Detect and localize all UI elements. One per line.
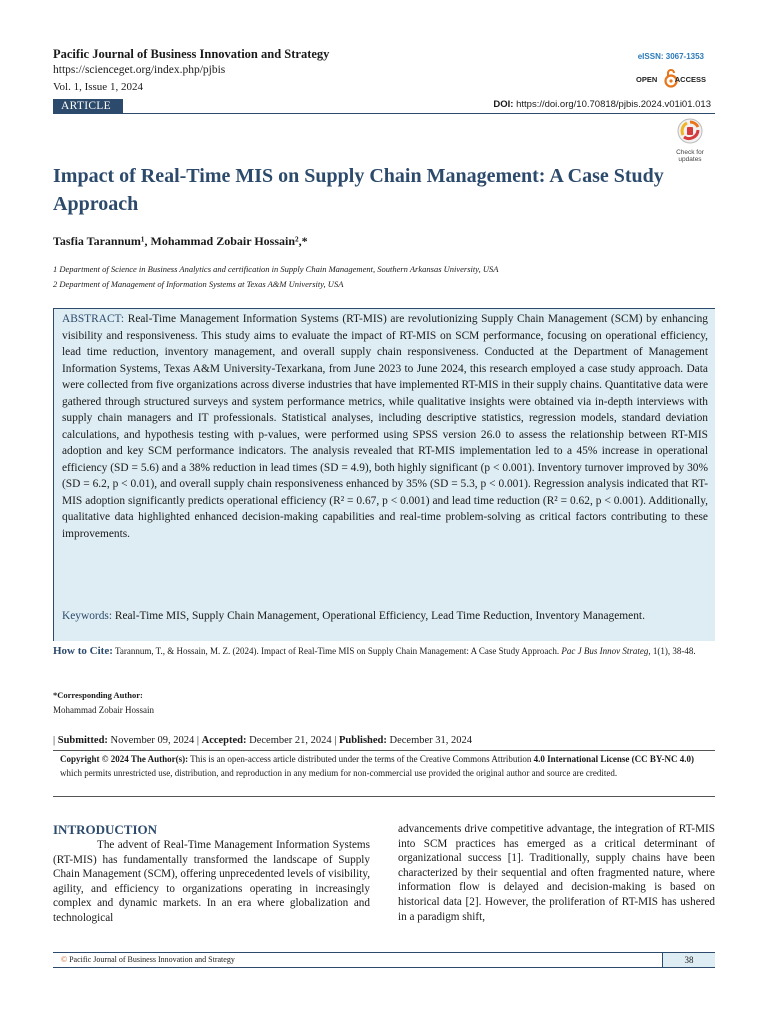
submitted-label: Submitted: — [57, 735, 108, 746]
doi-value[interactable]: https://doi.org/10.70818/pjbis.2024.v01i01.013 — [516, 99, 711, 110]
copyright-text-1: This is an open-access article distributed under the terms of the Creative Commons Attribution — [190, 754, 532, 764]
affiliation-2: 2 Department of Management of Information Systems at Texas A&M University, USA — [53, 279, 344, 289]
published-date: December 31, 2024 — [389, 735, 473, 746]
article-dates — [53, 735, 472, 746]
accepted-label: Accepted: — [201, 735, 247, 746]
body-column-1 — [53, 838, 370, 926]
check-updates-line2: updates — [678, 156, 702, 163]
how-to-cite — [53, 644, 717, 659]
copyright-lead: Copyright © 2024 The Author(s): — [60, 754, 189, 764]
abstract-text: Real-Time Management Information Systems (RT-MIS) are revolutionizing Supply Chain Management (SCM) by enhancing visibility and responsiveness. This study aims to evaluate the impact of RT-MIS on SCM performance, focusing on operational efficiency, lead time reduction, inventory management, and overall supply chain responsiveness. Conducted at the Department of Management Information Systems, Texas A&M University-Texarkana, from June 2023 to June 2024, this research employed a case study approach. Data were collected from five organizations across diverse industries that have implemented RT-MIS in their supply chains. Quantitative data were gathered through structured surveys and system performance metrics, while qualitative insights were obtained via in-depth interviews with supply chain managers and IT professionals. Statistical analyses, including descriptive statistics, regression models, standard deviation calculations, and hypothesis testing with p-values, were performed using SPSS version 26.0 to assess the relationship between RT-MIS adoption and key SCM performance indicators. The analysis revealed that RT-MIS implementation led to a 45% increase in operational efficiency (SD = 5.6) and a 38% reduction in lead times (SD = 4.9), both highly significant (p < 0.001). Inventory turnover improved by 30% (SD = 6.2, p < 0.01), and overall supply chain responsiveness enhanced by 35% (SD = 5.3, p < 0.001). Regression analysis indicated that RT-MIS adoption significantly predicts operational efficiency (R² = 0.67, p < 0.001) and lead time reduction (R² = 0.62, p < 0.001). Additionally, qualitative data highlighted enhanced decision-making capabilities and real-time problem-solving as critical factors contributing to these improvements. — [62, 313, 708, 540]
accepted-date: December 21, 2024 — [249, 735, 332, 746]
license-name[interactable]: 4.0 International License (CC BY-NC 4.0) — [533, 754, 695, 764]
citation-text: Tarannum, T., & Hossain, M. Z. (2024). Impact of Real-Time MIS on Supply Chain Management: A Case Study Approach. — [114, 646, 560, 656]
page-footer — [53, 952, 715, 968]
copyright-text-2: which permits unrestricted use, distribution, and reproduction in any medium for non-commercial use provided the original author and source are credited. — [60, 768, 618, 778]
date-separator: | — [53, 735, 58, 746]
keywords — [62, 608, 708, 625]
doi-label: DOI: — [493, 99, 514, 110]
open-access-logo — [636, 68, 706, 90]
check-updates-icon — [677, 118, 703, 144]
authors: Tasfia Tarannum¹, Mohammad Zobair Hossain²,* — [53, 234, 308, 248]
how-to-cite-label: How to Cite: — [53, 645, 113, 657]
open-access-right: ACCESS — [674, 75, 706, 84]
date-separator: | — [196, 735, 202, 746]
citation-rest: 1(1), 38-48. — [652, 646, 696, 656]
open-access-left: OPEN — [636, 75, 658, 84]
published-label: Published: — [339, 735, 387, 746]
article-title: Impact of Real-Time MIS on Supply Chain Management: A Case Study Approach — [53, 165, 664, 215]
keywords-label: Keywords: — [62, 610, 112, 622]
divider — [53, 750, 715, 751]
check-updates-line1: Check for — [676, 149, 704, 156]
footer-journal-name: Pacific Journal of Business Innovation and Strategy — [69, 955, 235, 964]
corresponding-name: Mohammad Zobair Hossain — [53, 705, 154, 715]
article-bar — [53, 99, 715, 114]
abstract-box — [53, 308, 715, 641]
date-separator: | — [334, 735, 340, 746]
check-for-updates-badge[interactable] — [668, 118, 712, 162]
footer-copyright-symbol: © — [61, 955, 68, 964]
page-number: 38 — [662, 953, 715, 967]
footer-journal — [61, 953, 235, 967]
divider — [53, 796, 715, 797]
keywords-text: Real-Time MIS, Supply Chain Management, Operational Efficiency, Lead Time Reduction, Inventory Management. — [114, 610, 645, 622]
submitted-date: November 09, 2024 — [110, 735, 195, 746]
copyright-notice — [60, 752, 708, 780]
citation-journal: Pac J Bus Innov Strateg, — [561, 646, 651, 656]
corresponding-label: *Corresponding Author: — [53, 690, 143, 700]
article-tag: ARTICLE — [53, 99, 123, 114]
abstract-label: ABSTRACT: — [62, 313, 125, 325]
volume-issue: Vol. 1, Issue 1, 2024 — [53, 81, 143, 93]
journal-name: Pacific Journal of Business Innovation and Strategy — [53, 47, 330, 61]
body-column-2: advancements drive competitive advantage, the integration of RT-MIS into SCM practices has emerged as a critical determinant of organizational success [1]. Traditionally, supply chains have been characterized by their sequential and often fragmented nature, where information flow is delayed and decision-making is based on historical data [2]. However, the proliferation of RT-MIS has ushered in a paradigm shift, — [398, 823, 715, 923]
doi[interactable] — [493, 99, 711, 110]
journal-url[interactable]: https://scienceget.org/index.php/pjbis — [53, 64, 226, 76]
intro-paragraph-1: The advent of Real-Time Management Information Systems (RT-MIS) has fundamentally transformed the landscape of Supply Chain Management (SCM), offering unprecedented levels of visibility, agility, and efficiency to organizations operating in increasingly complex and dynamic markets. In an era where globalization and technological — [53, 839, 370, 924]
eissn: eISSN: 3067-1353 — [637, 52, 704, 61]
affiliation-1: 1 Department of Science in Business Analytics and certification in Supply Chain Management, Southern Arkansas University, USA — [53, 264, 499, 274]
section-heading-introduction: INTRODUCTION — [53, 822, 158, 837]
abstract — [62, 311, 708, 542]
